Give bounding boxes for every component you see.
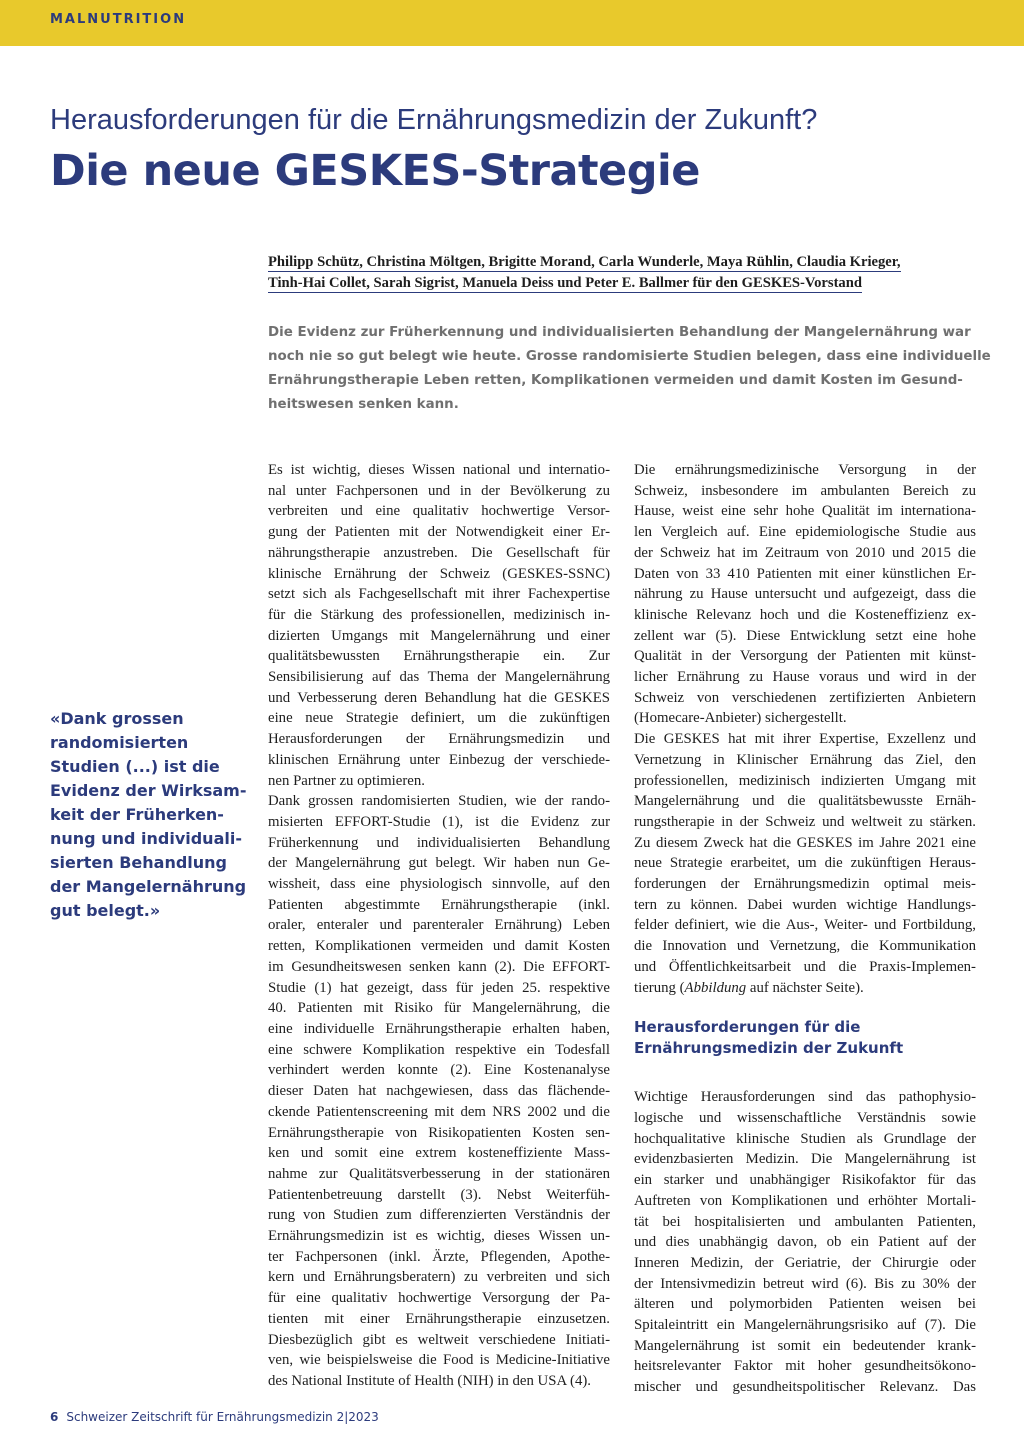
body-line: und Verbesserung deren Behandlung hat die GESKES bbox=[268, 689, 610, 706]
body-line: für die Stärkung des professionellen, medizinisch in- bbox=[268, 606, 610, 623]
body-line: nen Partner zu optimieren. bbox=[268, 772, 425, 789]
body-line: eine schwere Komplikation respektive ein Todesfall bbox=[268, 1041, 610, 1058]
body-column-right bbox=[634, 460, 976, 1398]
section-subheading bbox=[634, 1017, 976, 1059]
body-line: ckende Patientenscreening mit dem NRS 2002 und die bbox=[268, 1103, 610, 1120]
body-line: Früherkennung und individualisierten Behandlung bbox=[268, 834, 610, 851]
lead-line: heitswesen senken kann. bbox=[268, 397, 459, 412]
body-line: Die ernährungsmedizinische Versorgung in der bbox=[634, 462, 976, 478]
body-line: nährungstherapie anzustreben. Die Gesellschaft für bbox=[268, 544, 610, 561]
body-line: älteren und polymorbiden Patienten weisen bei bbox=[634, 1296, 976, 1313]
article-title: Die neue GESKES-Strategie bbox=[50, 146, 700, 196]
author-list bbox=[268, 252, 968, 294]
lead-line: noch nie so gut belegt wie heute. Grosse randomisierte Studien belegen, dass eine individuelle bbox=[268, 349, 991, 364]
body-line: Vernetzung in Klinischer Ernährung das Ziel, den bbox=[634, 751, 976, 768]
body-line: gung der Patienten mit der Notwendigkeit einer Er- bbox=[268, 524, 610, 541]
body-line: und Öffentlichkeitsarbeit und die Praxis-Implemen- bbox=[634, 958, 976, 975]
body-line: der Mangelernährung gut belegt. Wir haben nun Ge- bbox=[268, 855, 610, 872]
body-line: wissheit, dass eine physiologisch sinnvolle, auf den bbox=[268, 876, 610, 893]
body-line: verhindert werden konnte (2). Eine Kostenanalyse bbox=[268, 1062, 610, 1079]
body-line: des National Institute of Health (NIH) in den USA (4). bbox=[268, 1372, 591, 1389]
pull-quote bbox=[50, 707, 250, 923]
body-line: Daten von 33 410 Patienten mit einer künstlichen Er- bbox=[634, 565, 976, 582]
pull-quote-line: Studien (...) ist die bbox=[50, 757, 220, 776]
body-line: len Vergleich auf. Eine epidemiologische Studie aus bbox=[634, 524, 976, 541]
article-kicker: Herausforderungen für die Ernährungsmedizin der Zukunft? bbox=[50, 104, 818, 136]
body-line: Mangelernährung und die qualitätsbewusste Ernäh- bbox=[634, 793, 976, 810]
body-line: die Innovation und Vernetzung, die Kommunikation bbox=[634, 938, 976, 955]
body-line: mischer und gesundheitspolitischer Relevanz. Das bbox=[634, 1379, 976, 1396]
body-line: Auftreten von Komplikationen und erhöhter Mortali- bbox=[634, 1192, 976, 1209]
body-line: eine neue Strategie definiert, um die zukünftigen bbox=[268, 710, 610, 727]
page-number: 6 bbox=[50, 1410, 59, 1424]
body-line: hochqualitative klinische Studien als Grundlage der bbox=[634, 1130, 976, 1147]
body-line: ken und somit eine extrem kosteneffiziente Mass- bbox=[268, 1145, 610, 1162]
pull-quote-line: Evidenz der Wirksam- bbox=[50, 781, 247, 800]
body-line: Schweiz, insbesondere im ambulanten Bereich zu bbox=[634, 482, 976, 499]
body-line: Ernährungstherapie von Risikopatienten Kosten sen- bbox=[268, 1124, 610, 1141]
body-paragraph bbox=[634, 1087, 976, 1398]
pull-quote-line: nung und individuali- bbox=[50, 829, 242, 848]
body-line: ter Fachpersonen (inkl. Ärzte, Pflegenden, Apothe- bbox=[268, 1248, 610, 1265]
pull-quote-line: gut belegt.» bbox=[50, 901, 161, 920]
body-paragraph bbox=[634, 729, 976, 998]
body-line: im Gesundheitswesen senken kann (2). Die EFFORT- bbox=[268, 958, 610, 975]
body-line: Inneren Medizin, der Geriatrie, der Chirurgie oder bbox=[634, 1254, 976, 1271]
body-line: Patienten abgestimmte Ernährungstherapie (inkl. bbox=[268, 896, 610, 913]
body-line: dizierten Umgangs mit Mangelernährung und einer bbox=[268, 627, 610, 644]
body-line: tern zu können. Dabei wurden wichtige Handlungs- bbox=[634, 896, 976, 913]
body-line: tät bei hospitalisierten und ambulanten Patienten, bbox=[634, 1213, 976, 1230]
body-line: Mangelernährung ist somit ein bedeutender krank- bbox=[634, 1337, 976, 1354]
body-line: für eine qualitativ hochwertige Versorgung der Pa- bbox=[268, 1290, 610, 1307]
body-line: Zu diesem Zweck hat die GESKES im Jahre 2021 eine bbox=[634, 834, 976, 851]
body-line: Qualität in der Versorgung der Patienten mit künst- bbox=[634, 648, 976, 665]
body-line: qualitätsbewussten Ernährungstherapie ein. Zur bbox=[268, 648, 610, 665]
body-line: der Schweiz hat im Zeitraum von 2010 und 2015 die bbox=[634, 544, 976, 561]
body-line: Patientenbetreuung darstellt (3). Nebst Weiterfüh- bbox=[268, 1186, 610, 1203]
pull-quote-line: keit der Früherken- bbox=[50, 805, 224, 824]
lead-paragraph bbox=[268, 321, 991, 417]
body-line: neue Strategie erarbeitet, um die zukünftigen Heraus- bbox=[634, 855, 976, 872]
body-line: klinische Ernährung der Schweiz (GESKES-SSNC) bbox=[268, 565, 610, 582]
body-column-left bbox=[268, 460, 610, 1392]
body-line: Dank grossen randomisierten Studien, wie der rando- bbox=[268, 793, 610, 810]
body-line: eine individuelle Ernährungstherapie erhalten haben, bbox=[268, 1020, 610, 1037]
body-line: ven, wie beispielsweise die Food is Medicine-Initiative bbox=[268, 1352, 610, 1369]
body-line: nahme zur Qualitätsverbesserung in der stationären bbox=[268, 1165, 610, 1182]
body-line: Diesbezüglich gibt es weltweit verschiedene Initiati- bbox=[268, 1331, 610, 1348]
body-line: Ernährungsmedizin der Zukunft bbox=[634, 1039, 904, 1058]
body-line: Herausforderungen der Ernährungsmedizin und bbox=[268, 731, 610, 748]
lead-line: Ernährungstherapie Leben retten, Komplikationen vermeiden und damit Kosten im Gesund- bbox=[268, 373, 963, 388]
body-line: rung von Studien zum differenzierten Verständnis der bbox=[268, 1207, 610, 1224]
body-line: ein starker und unabhängiger Risikofaktor für das bbox=[634, 1172, 976, 1189]
body-line: kern und Ernährungsberatern) zu verbreiten und sich bbox=[268, 1269, 610, 1286]
page-footer bbox=[50, 1410, 379, 1424]
pull-quote-line: randomisierten bbox=[50, 733, 189, 752]
body-line: misierten EFFORT-Studie (1), ist die Evidenz zur bbox=[268, 813, 610, 830]
lead-line: Die Evidenz zur Früherkennung und individualisierten Behandlung der Mangelernährung war bbox=[268, 325, 971, 340]
body-line: Schweiz von verschiedenen zertifizierten Anbietern bbox=[634, 689, 976, 706]
body-line: nal unter Fachpersonen und in der Bevölkerung zu bbox=[268, 482, 610, 499]
body-line: dieser Daten hat nachgewiesen, dass das flächende- bbox=[268, 1083, 610, 1100]
body-line: (Homecare-Anbieter) sichergestellt. bbox=[634, 710, 847, 727]
section-label: MALNUTRITION bbox=[50, 12, 187, 27]
body-line: Es ist wichtig, dieses Wissen national und internatio- bbox=[268, 462, 610, 478]
body-line: logische und wissenschaftliche Verständnis sowie bbox=[634, 1109, 976, 1126]
body-line: nährung zu Hause untersucht und aufgezeigt, dass die bbox=[634, 586, 976, 603]
body-line: klinischen Ernährung unter Einbezug der verschiede- bbox=[268, 751, 610, 768]
body-line: evidenzbasierten Medizin. Die Mangelernährung ist bbox=[634, 1151, 976, 1168]
body-line: zellent war (5). Diese Entwicklung setzt eine hohe bbox=[634, 627, 976, 644]
body-paragraph bbox=[634, 460, 976, 729]
body-line: Ernährungsmedizin ist es wichtig, dieses Wissen un- bbox=[268, 1228, 610, 1245]
body-line: rungstherapie in der Schweiz und weltweit zu stärken. bbox=[634, 813, 976, 830]
author-line: Philipp Schütz, Christina Möltgen, Brigitte Morand, Carla Wunderle, Maya Rühlin, Claudia Krieger, bbox=[268, 254, 901, 270]
body-line: forderungen der Ernährungsmedizin optimal meis- bbox=[634, 876, 976, 893]
pull-quote-line: der Mangelernährung bbox=[50, 877, 247, 896]
body-line: Spitaleintritt ein Mangelernährungsrisiko auf (7). Die bbox=[634, 1317, 976, 1334]
figure-reference: Abbildung bbox=[684, 979, 747, 996]
body-line: oraler, enteraler und parenteraler Ernährung) Leben bbox=[268, 917, 610, 934]
body-line: Hause, weist eine sehr hohe Qualität im internationa- bbox=[634, 503, 976, 520]
body-line: 40. Patienten mit Risiko für Mangelernährung, die bbox=[268, 1000, 610, 1017]
body-line: verbreiten und eine qualitativ hochwertige Versor- bbox=[268, 503, 610, 520]
journal-name: Schweizer Zeitschrift für Ernährungsmedizin 2|2023 bbox=[66, 1410, 379, 1424]
body-line: Studie (1) hat gezeigt, dass für jeden 25. respektive bbox=[268, 979, 610, 996]
body-line: tierung (Abbildung auf nächster Seite). bbox=[634, 979, 864, 996]
body-paragraph bbox=[268, 791, 610, 1391]
body-line: Die GESKES hat mit ihrer Expertise, Exzellenz und bbox=[634, 731, 976, 748]
body-line: der Intensivmedizin betreut wird (6). Bis zu 30% der bbox=[634, 1275, 976, 1292]
pull-quote-line: «Dank grossen bbox=[50, 709, 184, 728]
body-line: und dies unabhängig davon, ob ein Patient auf der bbox=[634, 1234, 976, 1251]
pull-quote-line: sierten Behandlung bbox=[50, 853, 228, 872]
body-paragraph bbox=[268, 460, 610, 791]
body-line: professionellen, medizinisch indizierten Umgang mit bbox=[634, 772, 976, 789]
body-line: tienten mit einer Ernährungstherapie einzusetzen. bbox=[268, 1310, 610, 1327]
body-line: Wichtige Herausforderungen sind das pathophysio- bbox=[634, 1089, 976, 1106]
body-line: Sensibilisierung auf das Thema der Mangelernährung bbox=[268, 669, 610, 686]
body-line: setzt sich als Fachgesellschaft mit ihrer Fachexpertise bbox=[268, 586, 610, 603]
body-line: felder definiert, wie die Aus-, Weiter- und Fortbildung, bbox=[634, 917, 976, 934]
body-line: Herausforderungen für die bbox=[634, 1018, 861, 1037]
body-line: retten, Komplikationen vermeiden und damit Kosten bbox=[268, 938, 610, 955]
body-line: heitsrelevanter Faktor mit hoher gesundheitsökono- bbox=[634, 1358, 976, 1375]
body-line: klinische Relevanz hoch und die Kosteneffizienz ex- bbox=[634, 606, 976, 623]
body-line: licher Ernährung zu Hause voraus und wird in der bbox=[634, 669, 976, 686]
author-line: Tinh-Hai Collet, Sarah Sigrist, Manuela Deiss und Peter E. Ballmer für den GESKES-Vorstand bbox=[268, 275, 862, 291]
